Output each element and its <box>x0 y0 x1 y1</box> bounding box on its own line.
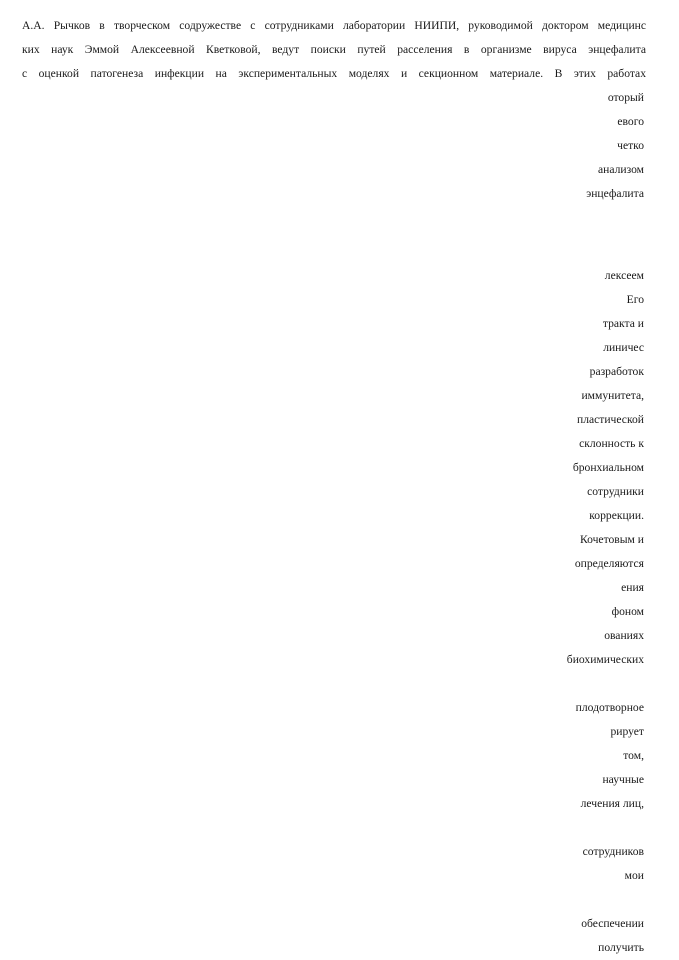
text-fragment: получить <box>598 941 644 954</box>
text-fragment: Его <box>626 293 644 306</box>
text-fragment: Кочетовым и <box>579 533 644 546</box>
text-fragment: ованиях <box>604 629 644 642</box>
paragraph-line: с оценкой патогенеза инфекции на экспериментальных моделях и секционном материале. В этих работах <box>22 67 646 80</box>
text-fragment: сотрудники <box>587 485 644 498</box>
text-fragment: оторый <box>607 91 644 104</box>
text-fragment: определяются <box>574 557 644 570</box>
text-fragment: линичес <box>603 341 644 354</box>
text-fragment: сотрудников <box>582 845 644 858</box>
text-fragment: лексеем <box>604 269 644 282</box>
blank-gap <box>0 672 644 696</box>
text-fragment: плодотворное <box>575 701 644 714</box>
blank-gap <box>0 816 644 840</box>
text-fragment: евого <box>617 115 644 128</box>
text-fragment: разработок <box>589 365 644 378</box>
text-fragment: мои <box>624 869 644 882</box>
text-fragment: энцефалита <box>586 187 644 200</box>
paragraph-line: А.А. Рычков в творческом содружестве с сотрудниками лаборатории НИИПИ, руководимой доктором медицинс <box>22 19 646 32</box>
text-fragment: иммунитета, <box>581 389 644 402</box>
intro-paragraph <box>22 14 646 86</box>
text-fragment: лечения лиц, <box>580 797 644 810</box>
text-fragment: коррекции. <box>589 509 644 522</box>
text-fragment: четко <box>617 139 644 152</box>
text-fragment: том, <box>623 749 644 762</box>
text-fragment: ения <box>621 581 644 594</box>
text-fragment: тракта и <box>602 317 644 330</box>
text-fragment: склонность к <box>579 437 644 450</box>
truncated-fragments-column <box>0 86 644 960</box>
text-fragment: фоном <box>611 605 644 618</box>
blank-gap <box>0 206 644 264</box>
paragraph-line: ких наук Эммой Алексеевной Кветковой, ведут поиски путей расселения в организме вируса энцефалита <box>22 43 646 56</box>
text-fragment: пластической <box>576 413 644 426</box>
text-fragment: научные <box>602 773 644 786</box>
text-fragment: рирует <box>610 725 644 738</box>
text-fragment: анализом <box>597 163 644 176</box>
blank-gap <box>0 888 644 912</box>
text-fragment: бронхиальном <box>572 461 644 474</box>
text-fragment: обеспечении <box>581 917 644 930</box>
text-fragment: биохимических <box>566 653 644 666</box>
